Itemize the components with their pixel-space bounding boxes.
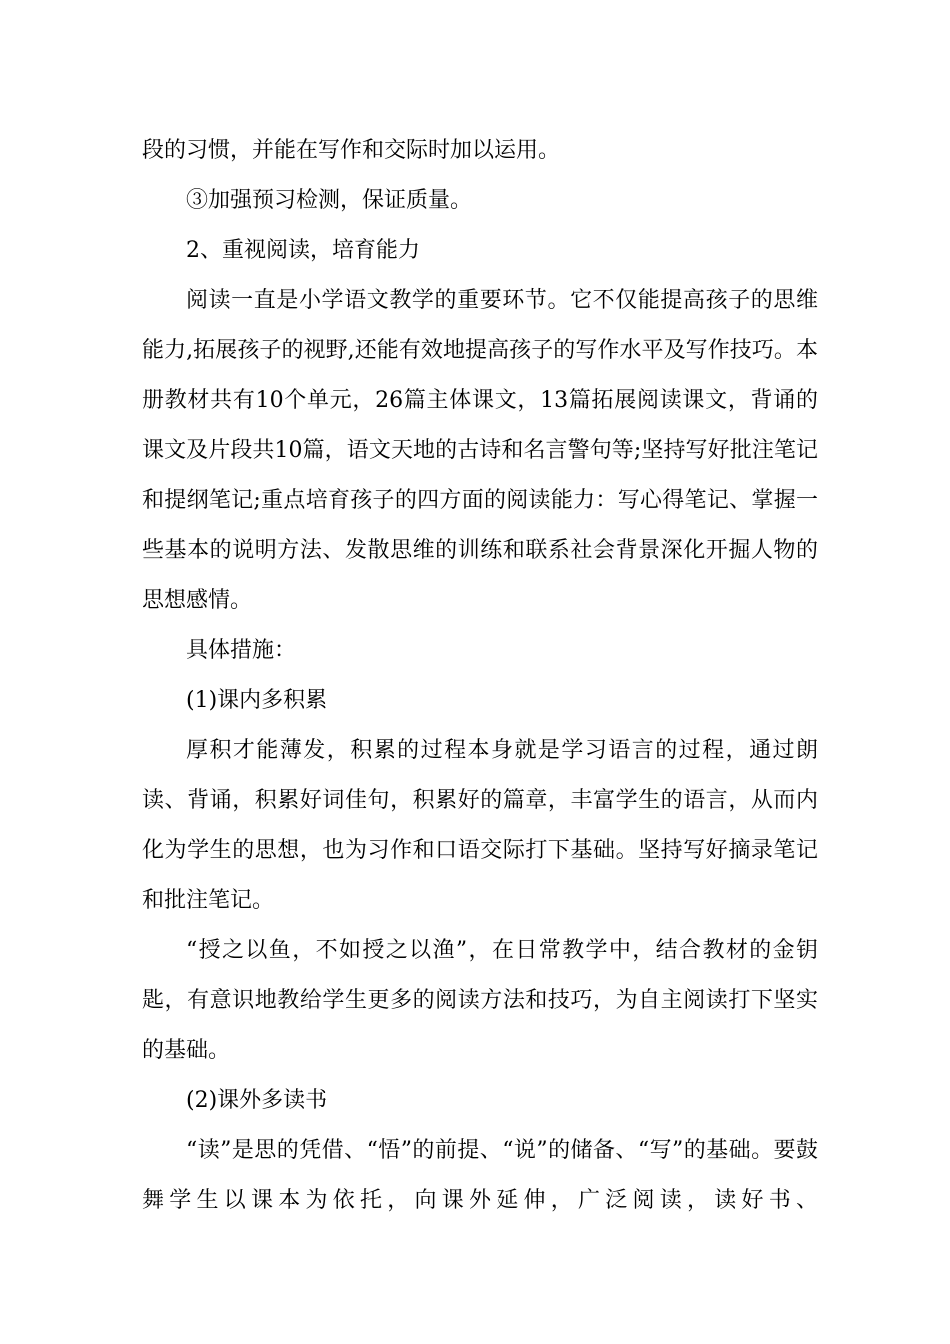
section-heading-reading: 2、重视阅读，培育能力 (186, 238, 420, 263)
paragraph-teach-fishing: “授之以鱼，不如授之以渔”，在日常教学中，结合教材的金钥匙，有意识地教给学生更多的阅读方法和技巧，为自主阅读打下坚实的基础。 (142, 938, 818, 1063)
paragraph-reading-foundation: “读”是思的凭借、“悟”的前提、“说”的储备、“写”的基础。要鼓舞学生以课本为依托，向课外延伸，广泛阅读，读好书、 (142, 1138, 818, 1213)
paragraph-specific-measures: 具体措施： (186, 638, 297, 663)
subheading-in-class-accumulation: (1)课内多积累 (186, 688, 328, 713)
subheading-extracurricular-reading: (2)课外多读书 (186, 1088, 328, 1113)
paragraph-reading-importance: 阅读一直是小学语文教学的重要环节。它不仅能提高孩子的思维能力,拓展孩子的视野,还能有效地提高孩子的写作水平及写作技巧。本册教材共有10个单元，26篇主体课文，13篇拓展阅读课文，背诵的课文及片段共10篇，语文天地的古诗和名言警句等;坚持写好批注笔记和提纲笔记;重点培育孩子的四方面的阅读能力：写心得笔记、掌握一些基本的说明方法、发散思维的训练和联系社会背景深化开掘人物的思想感情。 (142, 288, 818, 613)
paragraph-accumulation: 厚积才能薄发，积累的过程本身就是学习语言的过程，通过朗读、背诵，积累好词佳句，积累好的篇章，丰富学生的语言，从而内化为学生的思想，也为习作和口语交际打下基础。坚持写好摘录笔记和批注笔记。 (142, 738, 818, 913)
body-text (142, 126, 818, 1226)
paragraph-continuation: 段的习惯，并能在写作和交际时加以运用。 (142, 138, 561, 163)
paragraph-preview-check: ③加强预习检测，保证质量。 (186, 188, 473, 213)
